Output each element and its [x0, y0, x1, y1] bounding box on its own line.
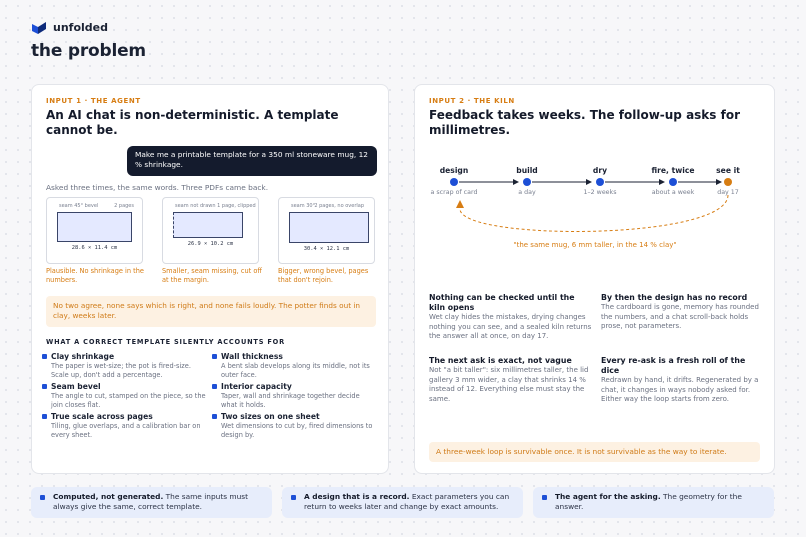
kiln-point	[429, 356, 592, 404]
kiln-warning: A three-week loop is survivable once. It is not survivable as the way to iterate.	[429, 442, 760, 462]
stage-node	[669, 178, 677, 186]
pdf-caption: Bigger, wrong bevel, pages that don't rejoin.	[278, 267, 369, 284]
brand	[32, 21, 108, 34]
item-title: Seam bevel	[51, 382, 101, 391]
item-title: Two sizes on one sheet	[221, 412, 320, 421]
feedback-loop-curve	[460, 195, 728, 231]
chat-bubble: Make me a printable template for a 350 ml stoneware mug, 12 % shrinkage.	[127, 146, 377, 176]
stage-node	[596, 178, 604, 186]
item-desc: A bent slab develops along its middle, not its outer face.	[221, 362, 370, 379]
footer-text: Exact parameters you can return to weeks later and change by exact amounts.	[304, 492, 510, 511]
page-title: the problem	[31, 41, 146, 61]
agent-warning: No two agree, none says which is right, and none fails loudly. The potter finds out in clay, weeks later.	[46, 296, 376, 327]
bullet-icon	[212, 354, 217, 359]
agent-heading: An AI chat is non-deterministic. A template cannot be.	[46, 108, 339, 137]
pdf-dimensions: 28.6 × 11.4 cm	[71, 245, 118, 251]
footer-bold: The agent for the asking.	[555, 492, 661, 501]
pdf-template-outline	[289, 212, 369, 243]
pdf-card	[162, 197, 259, 264]
bullet-icon	[291, 495, 296, 500]
footer-text: The geometry for the answer.	[555, 492, 742, 511]
point-title: By then the design has no record	[601, 293, 748, 302]
item-desc: Wet dimensions to cut by, fired dimensions to design by.	[221, 422, 373, 439]
kiln-eyebrow: INPUT 2 · THE KILN	[429, 97, 515, 105]
bullet-icon	[42, 384, 47, 389]
stage-label: fire, twice	[651, 166, 695, 175]
kiln-point	[429, 293, 592, 342]
pdf-meta-left: seam 30°	[291, 203, 316, 209]
bullet-icon	[212, 414, 217, 419]
stage-duration: 1–2 weeks	[583, 189, 617, 196]
stage-node	[523, 178, 531, 186]
stage-label: design	[439, 166, 469, 175]
item-title: True scale across pages	[51, 412, 153, 421]
bullet-icon	[542, 495, 547, 500]
point-desc: Not "a bit taller": six millimetres taller, the lid gallery 3 mm wider, a clay that shrinks 14 % instead of 12. Everything else must stay the same.	[429, 366, 589, 403]
pdf-meta-right: 2 pages	[114, 203, 134, 209]
pdf-dimensions: 30.4 × 12.1 cm	[303, 246, 350, 252]
stage-node	[450, 178, 458, 186]
item-title: Clay shrinkage	[51, 352, 115, 361]
pdf-meta-right: 2 pages, no overlap	[314, 203, 364, 209]
kiln-panel	[414, 84, 775, 474]
stage-duration: a scrap of card	[430, 189, 478, 196]
unfolded-logo-icon	[32, 22, 46, 34]
point-title: Nothing can be checked until the kiln opens	[429, 293, 575, 312]
stage-label: see it	[716, 166, 740, 175]
agent-eyebrow: INPUT 1 · THE AGENT	[46, 97, 141, 105]
stage-label: build	[516, 166, 538, 175]
pdf-caption: Plausible. No shrinkage in the numbers.	[46, 267, 144, 284]
loop-note: "the same mug, 6 mm taller, in the 14 % clay"	[513, 241, 677, 249]
point-desc: The cardboard is gone, memory has rounded the numbers, and a chat scroll-back holds prose, not parameters.	[601, 303, 759, 330]
bullet-icon	[42, 354, 47, 359]
item-desc: Tiling, glue overlaps, and a calibration bar on every sheet.	[51, 422, 201, 439]
kiln-point	[601, 356, 764, 405]
stage-duration: day 17	[717, 189, 739, 196]
pdf-meta-left: seam not drawn 1 page, clipped	[175, 203, 256, 209]
point-desc: Wet clay hides the mistakes, drying changes nothing you can see, and a sealed kiln returns the answer all at once, on day 17.	[429, 313, 592, 340]
pdf-card	[278, 197, 375, 264]
section-title: WHAT A CORRECT TEMPLATE SILENTLY ACCOUNTS FOR	[46, 338, 285, 346]
stage-duration: about a week	[651, 189, 695, 196]
agent-panel	[31, 84, 389, 474]
item-desc: The paper is wet-size; the pot is fired-size. Scale up, don't add a percentage.	[51, 362, 191, 379]
point-desc: Redrawn by hand, it drifts. Regenerated by a chat, it changes in ways nobody asked for. Either way the loop starts from zero.	[601, 376, 759, 403]
bullet-icon	[40, 495, 45, 500]
stage-duration: a day	[518, 189, 536, 196]
item-title: Wall thickness	[221, 352, 283, 361]
footer-bold: A design that is a record.	[304, 492, 410, 501]
pdf-template-outline	[57, 212, 132, 242]
loop-arrowhead-icon	[456, 200, 464, 208]
footer-card	[31, 487, 272, 518]
bullet-icon	[42, 414, 47, 419]
kiln-point	[601, 293, 764, 332]
footer-card	[533, 487, 774, 518]
asked-note: Asked three times, the same words. Three PDFs came back.	[46, 183, 269, 192]
pdf-card	[46, 197, 143, 264]
brand-name: unfolded	[53, 21, 108, 34]
point-title: The next ask is exact, not vague	[429, 356, 572, 365]
kiln-heading: Feedback takes weeks. The follow-up asks for millimetres.	[429, 108, 740, 137]
footer-card	[282, 487, 523, 518]
pdf-meta-left: seam 45° bevel	[59, 203, 99, 209]
footer-text: The same inputs must always give the same, correct template.	[53, 492, 249, 511]
stage-node	[724, 178, 732, 186]
pdf-template-outline	[173, 212, 243, 238]
stage-label: dry	[592, 166, 608, 175]
item-desc: The angle to cut, stamped on the piece, so the join closes flat.	[51, 392, 206, 409]
bullet-icon	[212, 384, 217, 389]
footer-bold: Computed, not generated.	[53, 492, 164, 501]
feedback-timeline	[425, 161, 765, 251]
pdf-dimensions: 26.9 × 10.2 cm	[187, 241, 234, 247]
item-desc: Taper, wall and shrinkage together decide what it holds.	[221, 392, 360, 409]
pdf-caption: Smaller, seam missing, cut off at the margin.	[162, 267, 262, 284]
point-title: Every re-ask is a fresh roll of the dice	[601, 356, 746, 375]
item-title: Interior capacity	[221, 382, 292, 391]
